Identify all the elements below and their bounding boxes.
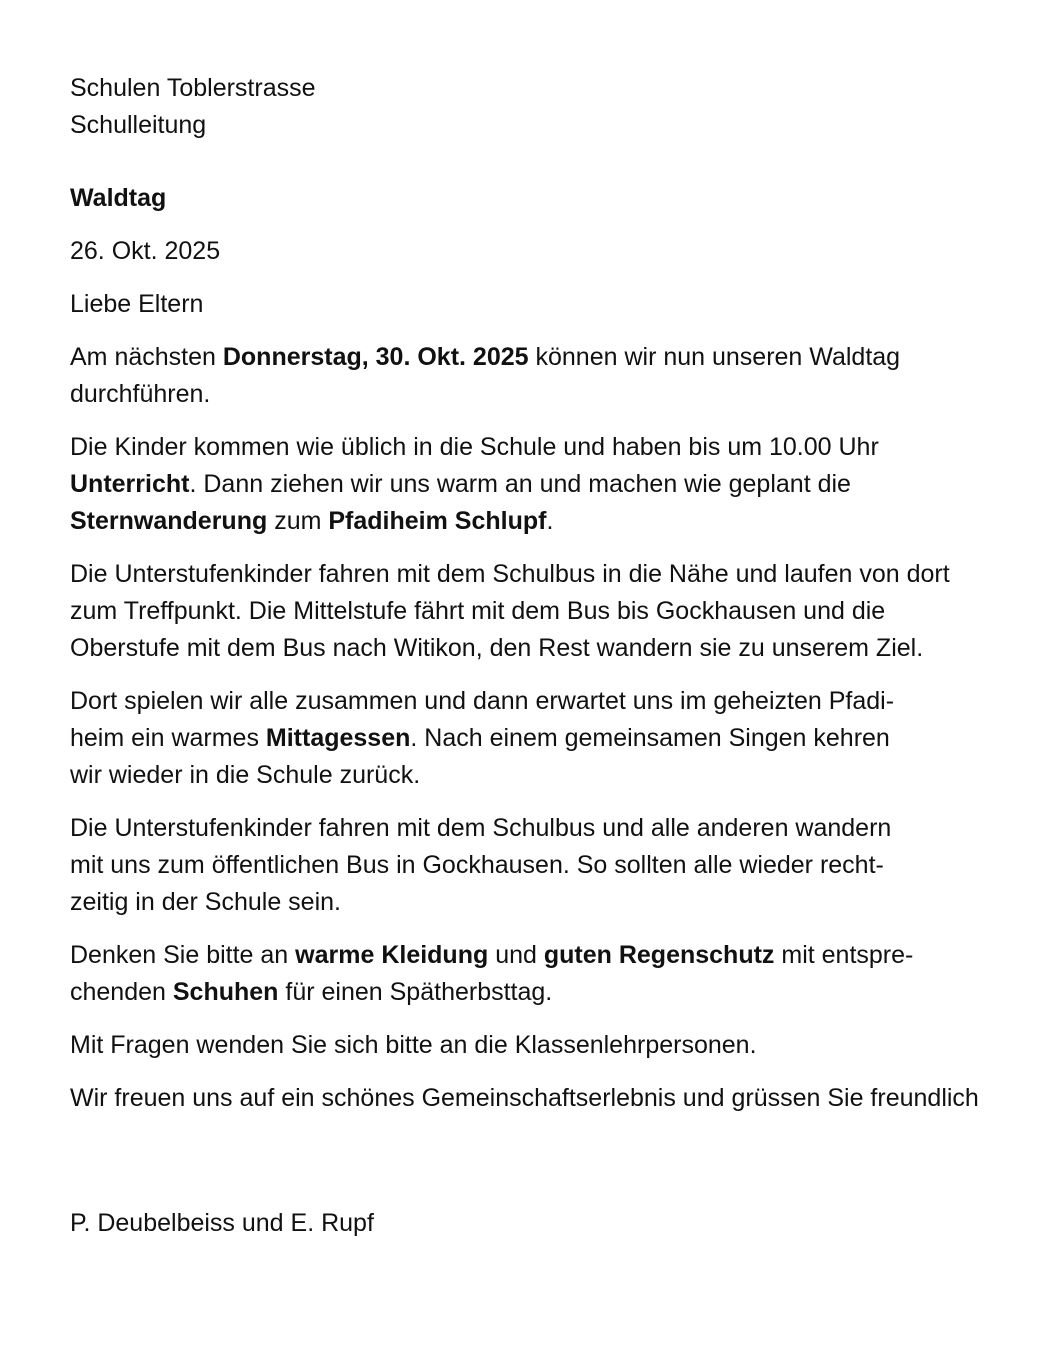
- text-span: Denken Sie bitte an: [70, 941, 296, 969]
- text-span: .: [546, 507, 554, 535]
- sender-school: Schulen Toblerstrasse: [70, 74, 316, 102]
- text-span: heim ein warmes: [70, 724, 266, 752]
- letter-date: 26. Okt. 2025: [70, 237, 221, 265]
- text-span: können wir nun unseren Waldtag durchführen.: [70, 343, 901, 408]
- paragraph-closing: Wir freuen uns auf ein schönes Gemeinschaftserlebnis und grüssen Sie freundlich: [70, 1084, 979, 1112]
- paragraph-lunch: [70, 683, 1000, 794]
- paragraph-event-date: [70, 339, 1000, 413]
- text-span: mit entspre-: [774, 941, 914, 969]
- shoes-bold: Schuhen: [172, 978, 279, 1006]
- destination-bold: Pfadiheim Schlupf: [328, 507, 547, 535]
- paragraph-schedule: [70, 429, 1000, 540]
- text-span: Die Kinder kommen wie üblich in die Schule und haben bis um 10.00 Uhr: [70, 433, 879, 461]
- text-line: mit uns zum öffentlichen Bus in Gockhausen. So sollten alle wieder recht-: [70, 851, 884, 879]
- letter-page: [70, 70, 1000, 1242]
- text-span: chenden: [70, 978, 173, 1006]
- paragraph-return: [70, 810, 1000, 921]
- paragraph-questions: Mit Fragen wenden Sie sich bitte an die Klassenlehrpersonen.: [70, 1031, 757, 1059]
- lunch-bold: Mittagessen: [265, 724, 411, 752]
- hike-bold: Sternwanderung: [70, 507, 268, 535]
- letter-title: Waldtag: [70, 184, 167, 212]
- lesson-bold: Unterricht: [70, 470, 190, 498]
- paragraph-clothing: [70, 937, 1000, 1011]
- rain-protection-bold: guten Regenschutz: [543, 941, 775, 969]
- text-span: . Dann ziehen wir uns warm an und machen wie geplant die: [189, 470, 851, 498]
- paragraph-transport: Die Unterstufenkinder fahren mit dem Schulbus in die Nähe und laufen von dort zum Treffpunkt. Die Mittelstufe fährt mit dem Bus bis Gockhausen und die Oberstufe mit dem Bus nach Witikon, den Rest wandern sie zu unserem Ziel.: [70, 560, 950, 662]
- signature: P. Deubelbeiss und E. Rupf: [70, 1209, 374, 1237]
- sender-block: [70, 70, 1000, 144]
- text-span: Am nächsten: [70, 343, 223, 371]
- salutation: Liebe Eltern: [70, 290, 204, 318]
- text-span: . Nach einem gemeinsamen Singen kehren: [410, 724, 890, 752]
- text-span: für einen Spätherbsttag.: [278, 978, 553, 1006]
- text-line: zeitig in der Schule sein.: [70, 888, 341, 916]
- text-line: Dort spielen wir alle zusammen und dann erwartet uns im geheizten Pfadi-: [70, 687, 895, 715]
- text-span: zum: [267, 507, 329, 535]
- text-line: wir wieder in die Schule zurück.: [70, 761, 421, 789]
- event-date-bold: Donnerstag, 30. Okt. 2025: [222, 343, 529, 371]
- sender-department: Schulleitung: [70, 111, 207, 139]
- text-span: und: [488, 941, 544, 969]
- clothing-bold: warme Kleidung: [295, 941, 489, 969]
- text-line: Die Unterstufenkinder fahren mit dem Schulbus und alle anderen wandern: [70, 814, 892, 842]
